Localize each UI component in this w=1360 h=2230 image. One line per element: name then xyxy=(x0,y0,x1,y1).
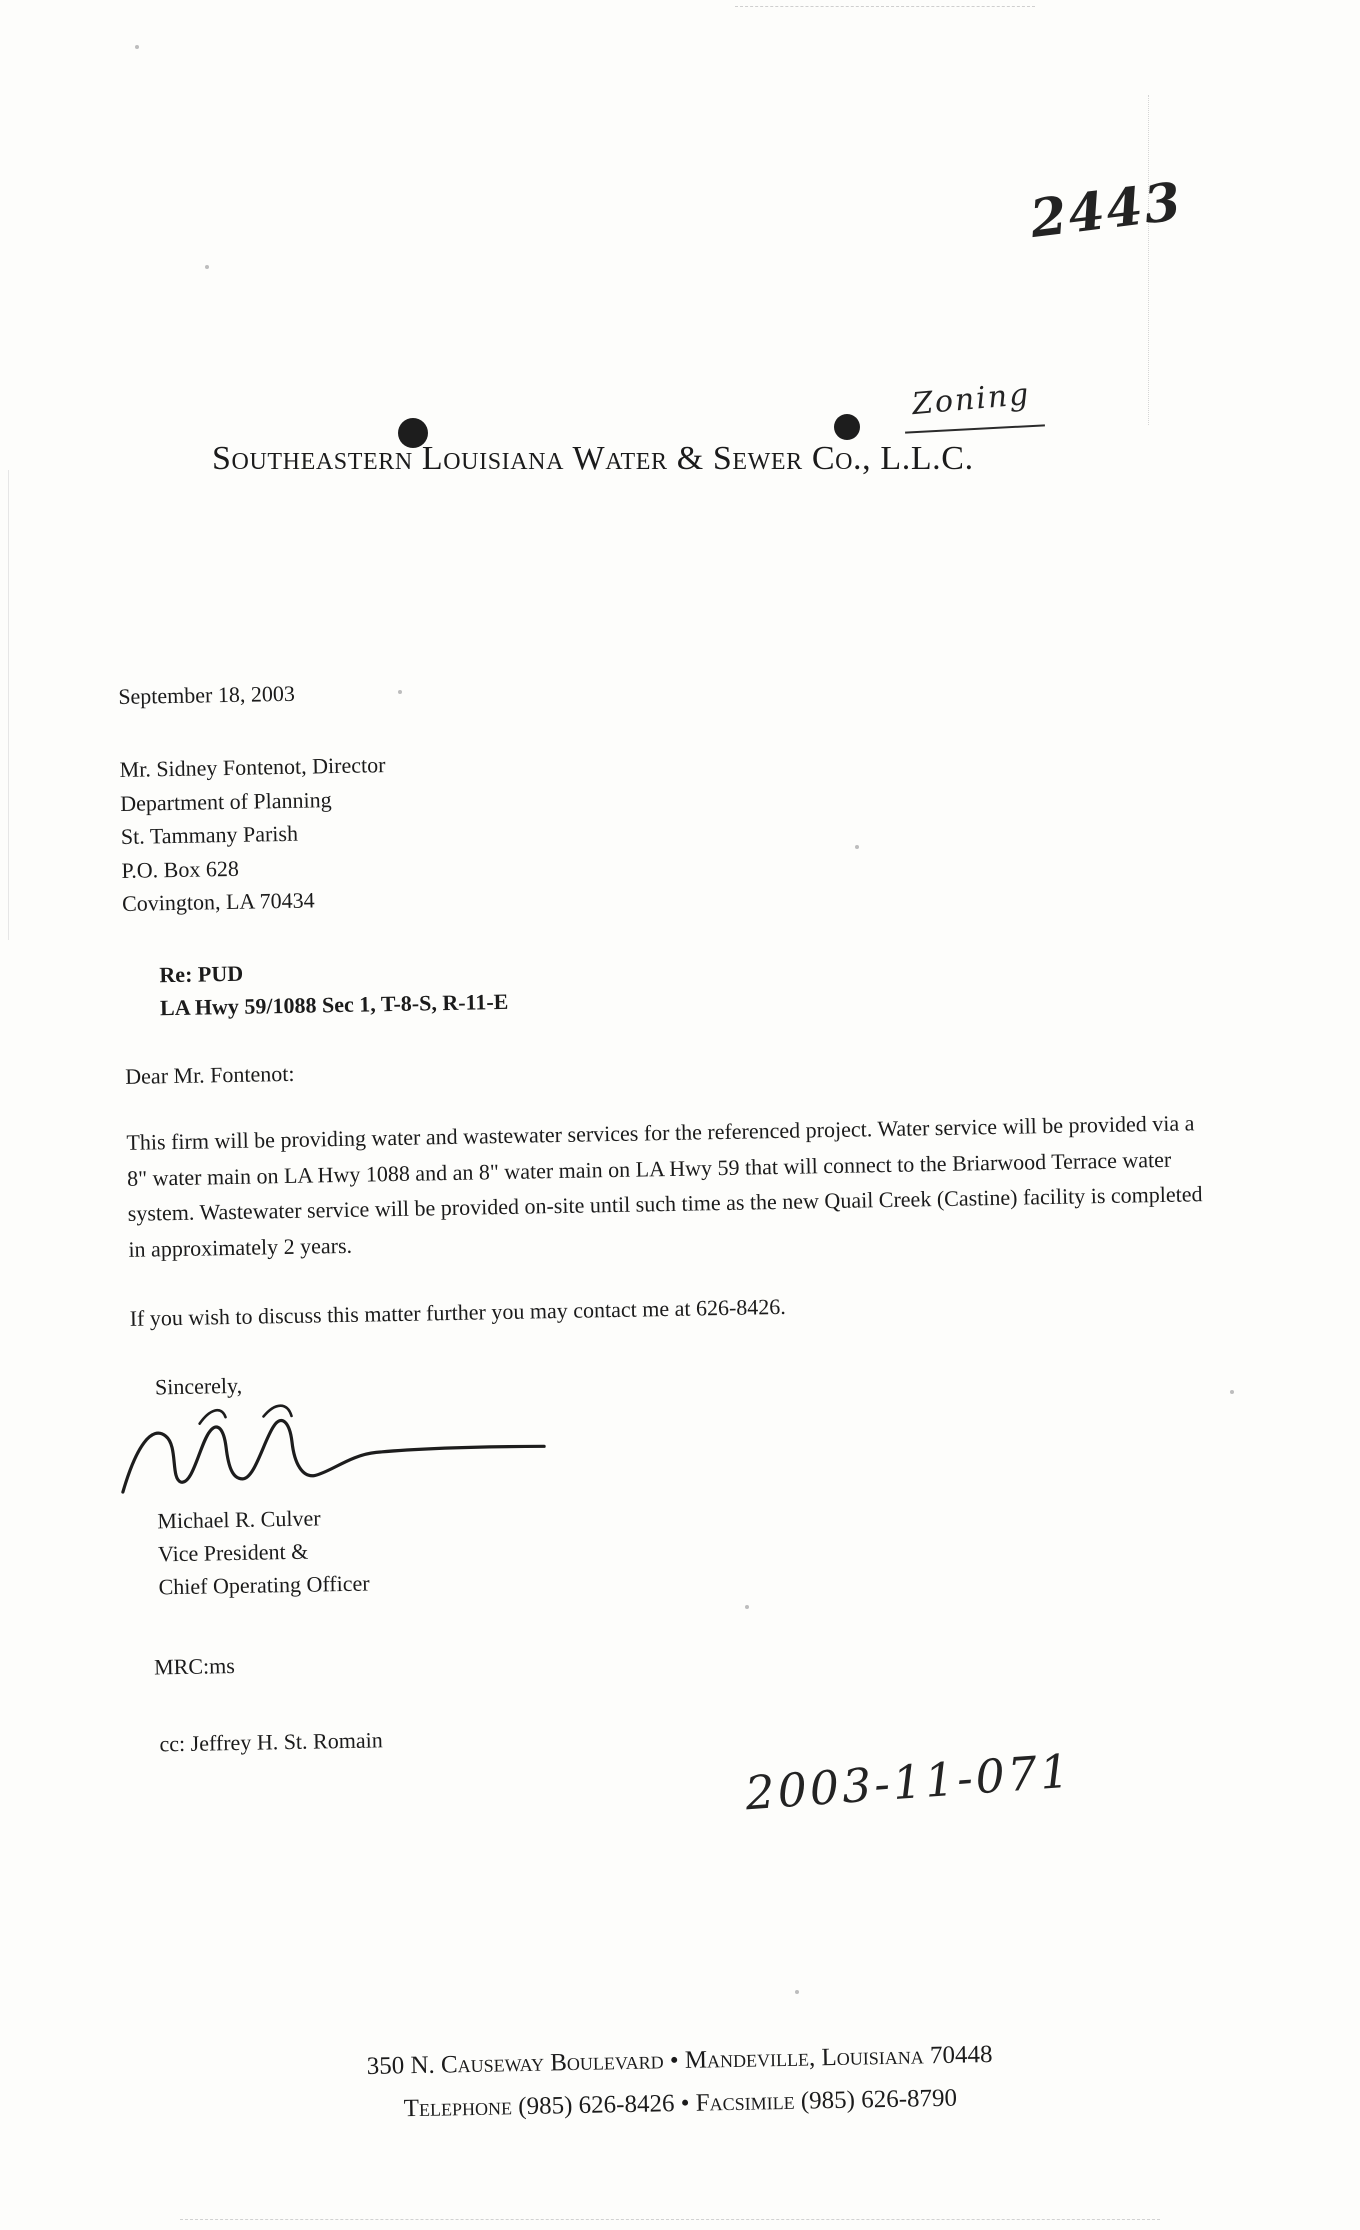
footer-phone: Telephone (985) 626-8426 • Facsimile (985) 626-8790 xyxy=(403,2084,958,2122)
subject-line: Re: PUD xyxy=(159,960,244,987)
recipient-line: Covington, LA 70434 xyxy=(121,887,315,917)
company-letterhead: Southeastern Louisiana Water & Sewer Co., L.L.C. xyxy=(212,440,974,477)
scan-speck xyxy=(205,265,209,269)
signer-title-line: Vice President & xyxy=(157,1538,309,1567)
scan-edge-artifact-left xyxy=(8,470,9,940)
signature-area xyxy=(131,1385,1213,1505)
scan-edge-artifact-top xyxy=(735,6,1035,7)
recipient-line: St. Tammany Parish xyxy=(120,821,299,850)
scan-speck xyxy=(1230,1390,1234,1394)
scan-speck xyxy=(135,45,139,49)
handwritten-file-number: 2003-11-071 xyxy=(743,1743,1074,1821)
carbon-copy-line: cc: Jeffrey H. St. Romain xyxy=(159,1727,383,1757)
handwritten-signature xyxy=(113,1388,585,1507)
handwritten-zoning-note: Zoning xyxy=(910,376,1032,423)
letter-date: September 18, 2003 xyxy=(118,680,296,709)
subject-block xyxy=(159,939,1204,1025)
recipient-line: Department of Planning xyxy=(120,786,332,816)
recipient-address xyxy=(119,734,1202,921)
subject-line: LA Hwy 59/1088 Sec 1, T-8-S, R-11-E xyxy=(159,988,509,1021)
letterhead-footer xyxy=(0,2027,1360,2138)
footer-address: 350 N. Causeway Boulevard • Mandeville, Louisiana 70448 xyxy=(366,2040,993,2081)
scan-edge-artifact-bottom xyxy=(180,2219,1160,2220)
body-paragraph-1: This firm will be providing water and wastewater services for the referenced project. Water service will be provided via a 8" water main on LA Hwy 1088 and an 8" water main on LA Hwy 59 that will connect to the Briarwood Terrace water system. Wastewater service will be provided on-site until such time as the new Quail Creek (Castine) facility is completed in approximately 2 years. xyxy=(126,1110,1203,1262)
scan-speck xyxy=(795,1990,799,1994)
letter-body xyxy=(118,660,1218,1761)
recipient-line: P.O. Box 628 xyxy=(121,855,240,883)
salutation: Dear Mr. Fontenot: xyxy=(125,1060,295,1089)
body-paragraph-2: If you wish to discuss this matter further you may contact me at 626-8426. xyxy=(129,1294,787,1332)
typist-initials: MRC:ms xyxy=(153,1652,236,1680)
scan-edge-artifact-right xyxy=(1148,95,1149,425)
ink-blot-icon xyxy=(834,414,860,440)
handwritten-top-number: 2443 xyxy=(1026,170,1186,251)
closing: Sincerely, xyxy=(154,1372,243,1400)
recipient-line: Mr. Sidney Fontenot, Director xyxy=(119,752,386,783)
signer-title-line: Chief Operating Officer xyxy=(158,1570,370,1600)
signer-name: Michael R. Culver xyxy=(157,1504,321,1533)
handwritten-zoning-underline xyxy=(905,424,1045,433)
